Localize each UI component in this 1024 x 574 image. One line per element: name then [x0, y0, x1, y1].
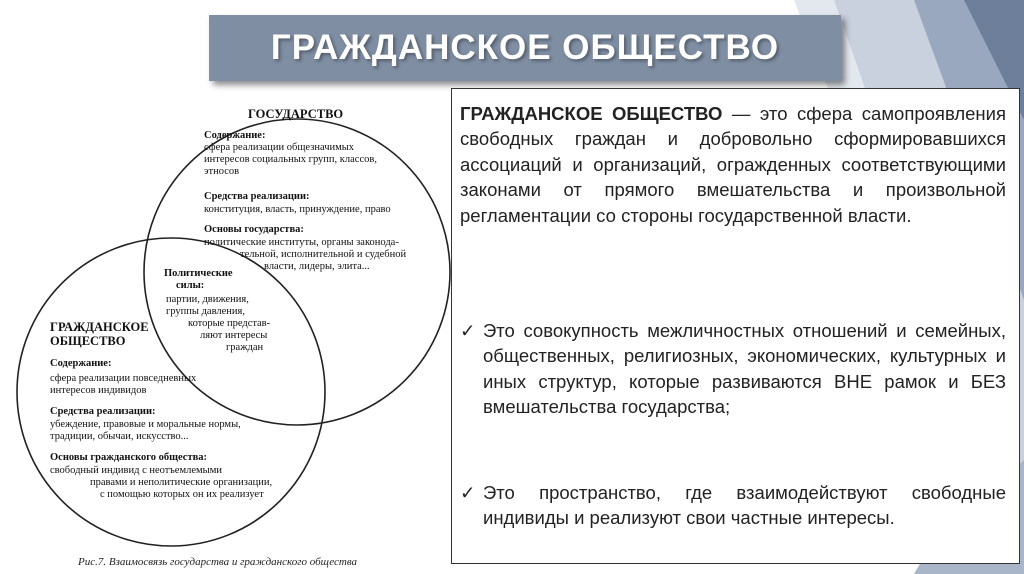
overlap-line: граждан — [226, 342, 264, 353]
bullet-item — [460, 480, 1006, 531]
overlap-line: группы давления, — [166, 306, 246, 317]
civil-content-line: интересов индивидов — [50, 385, 147, 396]
state-basis-line: политические институты, органы законода- — [204, 237, 399, 248]
overlap-line: ляют интересы — [200, 330, 268, 341]
page-title: ГРАЖДАНСКОЕ ОБЩЕСТВО — [270, 28, 780, 67]
check-icon: ✓ — [460, 320, 476, 341]
definition-text: — это сфера самопроявления свободных граждан и добровольно сформировавшихся ассоциаций и организаций, огражденных соответствующими законами от прямого вмешательства и произвольной регламентации со стороны государственной власти. — [460, 103, 1006, 226]
overlap-heading: Политические — [164, 268, 233, 279]
bullet-text: Это пространство, где взаимодействуют свободные индивиды и реализуют свои частные интересы. — [483, 482, 1006, 529]
title-banner — [209, 15, 841, 81]
overlap-heading: силы: — [176, 280, 205, 291]
overlap-line: которые предстaв- — [188, 318, 271, 329]
civil-means-label: Средства реализации: — [50, 406, 156, 417]
state-content-line: сфера реализации общезначимых — [204, 142, 355, 153]
state-basis-line: тельной, исполнительной и судебной — [240, 249, 407, 260]
check-icon: ✓ — [460, 482, 476, 503]
civil-means-line: убеждение, правовые и моральные нормы, — [50, 419, 241, 430]
civil-means-line: традиции, обычаи, искусство... — [50, 431, 189, 442]
state-means-line: конституция, власть, принуждение, право — [204, 204, 391, 215]
state-content-line: этносов — [204, 166, 240, 177]
definition-paragraph — [460, 101, 1006, 228]
state-means-label: Средства реализации: — [204, 191, 310, 202]
state-content-label: Содержание: — [204, 130, 266, 141]
civil-basis-line: с помощью которых он их реализует — [100, 489, 264, 500]
bullet-item — [460, 318, 1006, 420]
civil-heading: ГРАЖДАНСКОЕ — [50, 320, 149, 334]
state-basis-label: Основы государства: — [204, 224, 304, 235]
civil-heading: ОБЩЕСТВО — [50, 334, 126, 348]
state-content-line: интересов социальных групп, классов, — [204, 154, 377, 165]
venn-diagram — [0, 88, 455, 574]
state-basis-line: власти, лидеры, элита... — [264, 261, 370, 272]
bullet-text: Это совокупность межличностных отношений и семейных, общественных, религиозных, экономических, культурных и иных структур, которые развиваются ВНЕ рамок и БЕЗ вмешательства государства; — [483, 320, 1006, 418]
civil-basis-line: правами и неполитические организации, — [90, 477, 273, 488]
state-heading: ГОСУДАРСТВО — [248, 107, 344, 121]
civil-basis-label: Основы гражданского общества: — [50, 452, 208, 463]
civil-content-line: сфера реализации повседневных — [50, 373, 197, 384]
civil-content-label: Содержание: — [50, 358, 112, 369]
civil-basis-line: свободный индивид с неотъемлемыми — [50, 465, 222, 476]
overlap-line: партии, движения, — [166, 294, 249, 305]
figure-caption: Рис.7. Взаимосвязь государства и гражданского общества — [78, 556, 358, 568]
definition-term: ГРАЖДАНСКОЕ ОБЩЕСТВО — [460, 103, 723, 124]
